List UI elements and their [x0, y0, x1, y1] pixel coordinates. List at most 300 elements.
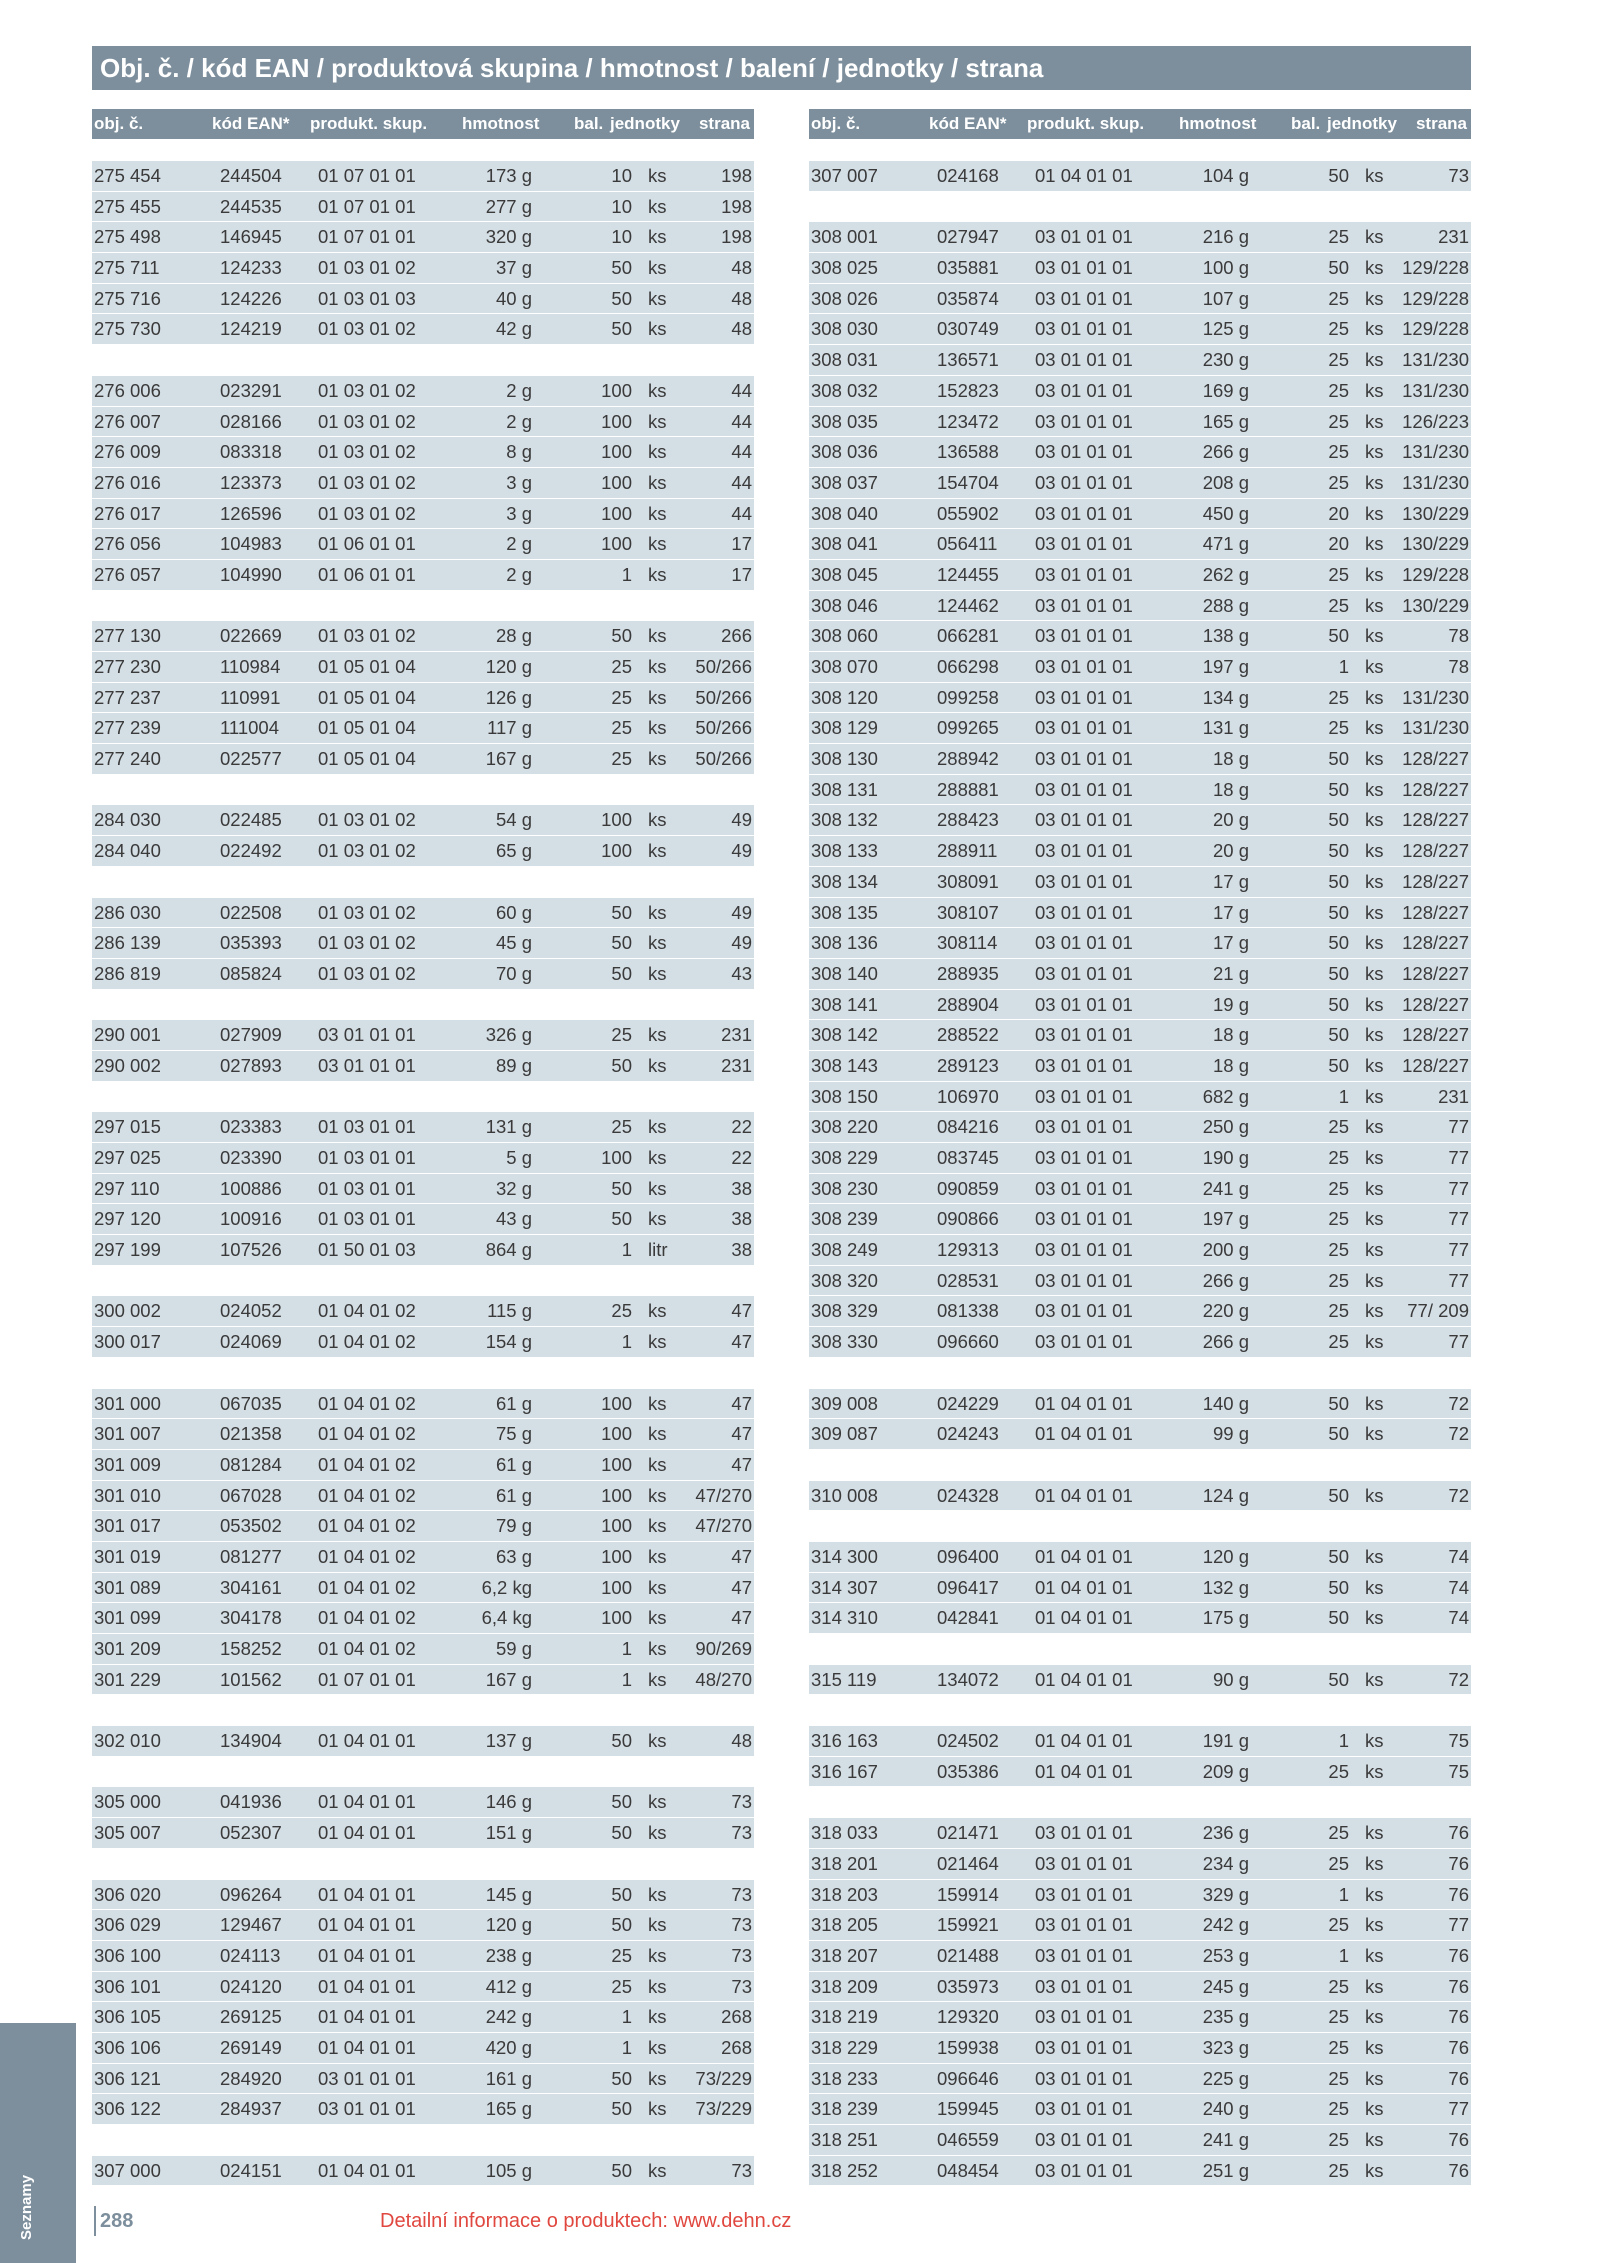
cell-page: 50/266 [695, 717, 752, 739]
table-row [92, 1573, 754, 1604]
cell-page: 72 [1448, 1668, 1469, 1690]
cell-obj: 318 201 [811, 1852, 878, 1874]
table-row [809, 468, 1471, 499]
cell-page: 129/228 [1402, 318, 1469, 340]
cell-mass: 234 g [1202, 1852, 1249, 1874]
table-row [809, 1972, 1471, 2003]
page-number: 288 [94, 2206, 133, 2236]
cell-page: 47 [731, 1607, 752, 1629]
cell-units: ks [1365, 1545, 1384, 1567]
table-row [809, 1082, 1471, 1113]
table-row [809, 836, 1471, 867]
cell-obj: 306 122 [94, 2098, 161, 2120]
cell-mass: 450 g [1202, 502, 1249, 524]
cell-obj: 308 134 [811, 870, 878, 892]
footer-link[interactable]: Detailní informace o produktech: www.dehn.cz [380, 2210, 792, 2232]
cell-units: ks [1365, 502, 1384, 524]
table-row [809, 621, 1471, 652]
row-spacer [809, 1358, 1471, 1389]
table-row [92, 2033, 754, 2064]
cell-group: 01 04 01 01 [318, 1791, 416, 1813]
cell-ean: 048454 [937, 2159, 999, 2181]
cell-units: ks [1365, 932, 1384, 954]
header-units: jednotky [610, 114, 680, 133]
cell-pack: 50 [1328, 165, 1349, 186]
cell-group: 01 03 01 02 [318, 502, 416, 524]
cell-obj: 314 300 [811, 1545, 878, 1567]
cell-obj: 308 041 [811, 533, 878, 555]
table-row [92, 1389, 754, 1420]
cell-mass: 140 g [1202, 1392, 1249, 1414]
cell-units: ks [1365, 1085, 1384, 1107]
table-row [809, 1818, 1471, 1849]
cell-ean: 021471 [937, 1822, 999, 1844]
cell-ean: 288522 [937, 1024, 999, 1046]
header-ean: kód EAN* [929, 114, 1007, 133]
table-row [809, 1726, 1471, 1757]
table-row [809, 1481, 1471, 1512]
row-spacer [92, 1358, 754, 1389]
cell-pack: 20 [1328, 533, 1349, 555]
table-row [809, 1910, 1471, 1941]
cell-pack: 50 [1328, 1054, 1349, 1076]
cell-group: 03 01 01 01 [1035, 1147, 1133, 1168]
cell-page: 48 [731, 257, 752, 279]
cell-ean: 052307 [220, 1822, 282, 1844]
cell-group: 01 04 01 01 [1035, 1668, 1133, 1690]
cell-page: 130/229 [1402, 594, 1469, 616]
cell-ean: 124455 [937, 563, 999, 585]
cell-group: 03 01 01 01 [1035, 1208, 1133, 1230]
table-row [92, 222, 754, 253]
cell-mass: 253 g [1202, 1944, 1249, 1966]
cell-units: ks [648, 962, 667, 984]
cell-page: 75 [1448, 1760, 1469, 1782]
header-group: produkt. skup. [310, 114, 428, 133]
header-mass: hmotnost [1179, 114, 1257, 133]
cell-page: 47 [731, 1300, 752, 1322]
cell-pack: 25 [1328, 410, 1349, 432]
cell-page: 76 [1448, 2006, 1469, 2028]
cell-page: 48 [731, 318, 752, 340]
cell-group: 01 04 01 01 [318, 2159, 416, 2181]
table-row [809, 560, 1471, 591]
cell-obj: 297 199 [94, 1239, 161, 1261]
cell-pack: 25 [1328, 1269, 1349, 1291]
cell-ean: 022508 [220, 901, 282, 923]
cell-obj: 318 229 [811, 2036, 878, 2058]
table-row [92, 284, 754, 315]
cell-pack: 25 [611, 656, 632, 677]
cell-pack: 10 [611, 165, 632, 186]
cell-units: ks [1365, 2067, 1384, 2089]
cell-group: 01 03 01 02 [318, 379, 416, 401]
cell-mass: 63 g [495, 1545, 532, 1567]
cell-pack: 50 [1328, 1576, 1349, 1598]
cell-ean: 152823 [937, 379, 999, 401]
cell-group: 03 01 01 01 [1035, 1914, 1133, 1936]
cell-group: 03 01 01 01 [318, 2067, 416, 2089]
cell-obj: 275 498 [94, 226, 161, 248]
cell-obj: 308 045 [811, 563, 878, 585]
cell-page: 73 [731, 1914, 752, 1936]
cell-obj: 297 015 [94, 1116, 161, 1138]
cell-mass: 190 g [1202, 1147, 1249, 1168]
cell-page: 47 [731, 1453, 752, 1475]
cell-page: 76 [1448, 1944, 1469, 1966]
cell-obj: 308 032 [811, 379, 878, 401]
cell-obj: 284 040 [94, 840, 161, 862]
cell-obj: 306 029 [94, 1914, 161, 1936]
cell-obj: 276 007 [94, 410, 161, 432]
cell-ean: 021464 [937, 1852, 999, 1874]
table-row [92, 1726, 754, 1757]
cell-units: ks [648, 1515, 667, 1537]
cell-mass: 125 g [1202, 318, 1249, 340]
cell-ean: 035881 [937, 257, 999, 279]
table-row [92, 621, 754, 652]
cell-pack: 1 [621, 1668, 632, 1690]
cell-obj: 301 017 [94, 1515, 161, 1537]
cell-units: ks [1365, 226, 1384, 248]
cell-page: 49 [731, 809, 752, 831]
cell-ean: 027893 [220, 1054, 282, 1076]
cell-ean: 110984 [220, 656, 281, 677]
table-row [809, 959, 1471, 990]
cell-page: 72 [1448, 1484, 1469, 1506]
cell-obj: 308 035 [811, 410, 878, 432]
cell-group: 03 01 01 01 [1035, 1054, 1133, 1076]
cell-group: 01 04 01 02 [318, 1331, 416, 1353]
cell-page: 44 [731, 379, 752, 401]
cell-group: 01 03 01 01 [318, 1177, 416, 1199]
cell-group: 01 50 01 03 [318, 1239, 416, 1261]
cell-obj: 308 030 [811, 318, 878, 340]
cell-units: ks [648, 441, 667, 463]
cell-pack: 25 [1328, 1177, 1349, 1199]
cell-units: ks [1365, 257, 1384, 279]
cell-group: 01 03 01 02 [318, 318, 416, 340]
cell-group: 03 01 01 01 [1035, 1883, 1133, 1905]
table-row [809, 1757, 1471, 1788]
cell-page: 128/227 [1402, 901, 1469, 923]
cell-page: 77 [1448, 2098, 1469, 2120]
cell-pack: 50 [611, 1883, 632, 1905]
cell-units: ks [1365, 1331, 1384, 1353]
cell-group: 03 01 01 01 [1035, 2129, 1133, 2150]
table-row [809, 591, 1471, 622]
cell-units: ks [648, 1576, 667, 1598]
cell-pack: 100 [601, 533, 632, 555]
cell-obj: 305 000 [94, 1791, 161, 1813]
cell-mass: 104 g [1202, 165, 1249, 186]
cell-group: 03 01 01 01 [1035, 1116, 1133, 1138]
cell-pack: 20 [1328, 502, 1349, 524]
cell-group: 03 01 01 01 [1035, 962, 1133, 984]
cell-pack: 100 [601, 1576, 632, 1598]
cell-units: ks [1365, 2006, 1384, 2028]
cell-units: ks [1365, 1607, 1384, 1629]
cell-pack: 50 [1328, 1024, 1349, 1046]
cell-units: ks [1365, 1208, 1384, 1230]
cell-units: ks [1365, 410, 1384, 432]
cell-ean: 129313 [937, 1239, 999, 1261]
table-row [809, 928, 1471, 959]
table-row [92, 499, 754, 530]
cell-mass: 151 g [485, 1822, 532, 1844]
cell-units: ks [1365, 1269, 1384, 1291]
cell-pack: 25 [1328, 563, 1349, 585]
table-row [92, 1818, 754, 1849]
cell-units: ks [1365, 840, 1384, 862]
cell-page: 47/270 [695, 1515, 752, 1537]
table-row [809, 407, 1471, 438]
table-row [92, 898, 754, 929]
cell-page: 198 [721, 165, 752, 186]
cell-group: 01 04 01 02 [318, 1515, 416, 1537]
cell-obj: 301 019 [94, 1545, 161, 1567]
cell-obj: 277 240 [94, 748, 161, 770]
cell-units: ks [1365, 1239, 1384, 1261]
cell-pack: 50 [611, 1914, 632, 1936]
table-row [809, 1235, 1471, 1266]
cell-pack: 25 [1328, 1914, 1349, 1936]
cell-pack: 1 [621, 1331, 632, 1353]
cell-pack: 25 [1328, 1147, 1349, 1168]
cell-ean: 304161 [220, 1576, 282, 1598]
cell-ean: 136588 [937, 441, 999, 463]
cell-mass: 117 g [487, 717, 532, 739]
cell-obj: 306 100 [94, 1944, 161, 1966]
cell-ean: 035393 [220, 932, 282, 954]
cell-mass: 21 g [1212, 962, 1249, 984]
cell-units: ks [648, 1177, 667, 1199]
cell-ean: 269149 [220, 2036, 282, 2058]
cell-ean: 035386 [937, 1760, 999, 1782]
cell-units: ks [648, 165, 667, 186]
cell-ean: 154704 [937, 471, 999, 493]
cell-page: 128/227 [1402, 1054, 1469, 1076]
cell-mass: 61 g [495, 1484, 532, 1506]
cell-page: 76 [1448, 2159, 1469, 2181]
cell-ean: 099258 [937, 686, 999, 708]
table-header [809, 109, 1471, 139]
table-row [92, 1481, 754, 1512]
cell-ean: 081338 [937, 1300, 999, 1322]
cell-page: 231 [721, 1054, 752, 1076]
cell-mass: 37 g [495, 257, 532, 279]
cell-pack: 25 [1328, 441, 1349, 463]
cell-obj: 308 040 [811, 502, 878, 524]
cell-ean: 022485 [220, 809, 282, 831]
cell-mass: 197 g [1202, 1208, 1249, 1230]
cell-obj: 309 008 [811, 1392, 878, 1414]
cell-obj: 306 106 [94, 2036, 161, 2058]
cell-obj: 308 060 [811, 625, 878, 647]
cell-pack: 100 [601, 1453, 632, 1475]
cell-ean: 035874 [937, 287, 999, 309]
table-row [92, 959, 754, 990]
cell-units: ks [1365, 287, 1384, 309]
cell-group: 01 04 01 02 [318, 1392, 416, 1414]
cell-group: 01 03 01 02 [318, 257, 416, 279]
cell-group: 03 01 01 01 [1035, 1852, 1133, 1874]
cell-mass: 138 g [1202, 625, 1249, 647]
cell-obj: 275 455 [94, 195, 161, 217]
cell-group: 01 03 01 02 [318, 901, 416, 923]
cell-units: ks [648, 1392, 667, 1414]
cell-mass: 105 g [485, 2159, 532, 2181]
cell-ean: 066281 [937, 625, 999, 647]
cell-page: 126/223 [1402, 410, 1469, 432]
cell-units: ks [1365, 1423, 1384, 1445]
cell-mass: 42 g [495, 318, 532, 340]
cell-group: 01 04 01 02 [318, 1423, 416, 1445]
row-spacer [92, 1266, 754, 1297]
cell-ean: 100886 [220, 1177, 282, 1199]
cell-units: ks [648, 748, 667, 770]
cell-pack: 10 [611, 195, 632, 217]
cell-mass: 65 g [495, 840, 532, 862]
row-spacer [92, 867, 754, 898]
cell-page: 78 [1448, 656, 1469, 677]
cell-mass: 245 g [1202, 1975, 1249, 1997]
cell-pack: 1 [1338, 1085, 1349, 1107]
cell-units: ks [1365, 1116, 1384, 1138]
cell-pack: 50 [611, 962, 632, 984]
cell-page: 129/228 [1402, 257, 1469, 279]
cell-mass: 200 g [1202, 1239, 1249, 1261]
cell-units: ks [1365, 993, 1384, 1015]
cell-ean: 159921 [937, 1914, 999, 1936]
cell-pack: 100 [601, 1147, 632, 1168]
cell-ean: 124462 [937, 594, 999, 616]
cell-mass: 216 g [1202, 226, 1249, 248]
cell-group: 01 04 01 01 [318, 1975, 416, 1997]
cell-page: 74 [1448, 1607, 1469, 1629]
cell-ean: 126596 [220, 502, 282, 524]
cell-units: litr [648, 1239, 668, 1261]
cell-units: ks [1365, 778, 1384, 800]
cell-mass: 17 g [1212, 932, 1249, 954]
cell-group: 01 03 01 02 [318, 410, 416, 432]
cell-pack: 50 [611, 1730, 632, 1752]
cell-mass: 864 g [485, 1239, 532, 1261]
table-row [92, 2002, 754, 2033]
cell-units: ks [648, 656, 667, 677]
cell-page: 47/270 [695, 1484, 752, 1506]
cell-pack: 50 [1328, 1484, 1349, 1506]
cell-units: ks [1365, 2159, 1384, 2181]
cell-page: 131/230 [1402, 441, 1469, 463]
cell-obj: 315 119 [811, 1668, 877, 1690]
table-row [92, 805, 754, 836]
cell-pack: 25 [1328, 594, 1349, 616]
cell-page: 76 [1448, 2129, 1469, 2150]
cell-pack: 25 [1328, 2067, 1349, 2089]
cell-obj: 308 220 [811, 1116, 878, 1138]
cell-pack: 50 [1328, 748, 1349, 770]
cell-mass: 89 g [495, 1054, 532, 1076]
cell-group: 03 01 01 01 [1035, 563, 1133, 585]
cell-units: ks [1365, 379, 1384, 401]
cell-mass: 2 g [506, 379, 532, 401]
cell-obj: 297 025 [94, 1147, 161, 1168]
cell-units: ks [1365, 625, 1384, 647]
cell-page: 231 [1438, 1085, 1469, 1107]
cell-units: ks [648, 1423, 667, 1445]
cell-pack: 50 [611, 1054, 632, 1076]
cell-obj: 300 002 [94, 1300, 161, 1322]
cell-pack: 25 [1328, 379, 1349, 401]
cell-ean: 028166 [220, 410, 282, 432]
cell-units: ks [1365, 1484, 1384, 1506]
cell-ean: 288881 [937, 778, 999, 800]
cell-obj: 301 010 [94, 1484, 161, 1506]
table-left [92, 109, 754, 2186]
cell-page: 73/229 [695, 2067, 752, 2089]
cell-ean: 244535 [220, 195, 282, 217]
cell-ean: 110991 [220, 686, 281, 708]
cell-mass: 167 g [485, 748, 532, 770]
cell-group: 03 01 01 01 [1035, 625, 1133, 647]
table-row [92, 1941, 754, 1972]
cell-obj: 275 716 [94, 287, 161, 309]
cell-ean: 084216 [937, 1116, 999, 1138]
cell-group: 01 04 01 01 [1035, 1760, 1133, 1782]
cell-group: 03 01 01 01 [1035, 870, 1133, 892]
cell-pack: 25 [1328, 1975, 1349, 1997]
cell-units: ks [648, 410, 667, 432]
cell-obj: 277 130 [94, 625, 161, 647]
cell-mass: 251 g [1202, 2159, 1249, 2181]
table-row [809, 2002, 1471, 2033]
cell-mass: 145 g [485, 1883, 532, 1905]
table-row [809, 2094, 1471, 2125]
cell-group: 03 01 01 01 [1035, 993, 1133, 1015]
cell-ean: 124233 [220, 257, 282, 279]
cell-pack: 100 [601, 471, 632, 493]
table-row [92, 1511, 754, 1542]
cell-group: 01 04 01 01 [1035, 1392, 1133, 1414]
table-row [809, 805, 1471, 836]
cell-pack: 100 [601, 1607, 632, 1629]
cell-units: ks [1365, 962, 1384, 984]
cell-pack: 25 [611, 1116, 632, 1138]
table-row [809, 1389, 1471, 1420]
cell-page: 128/227 [1402, 993, 1469, 1015]
cell-units: ks [648, 2006, 667, 2028]
cell-mass: 209 g [1202, 1760, 1249, 1782]
cell-ean: 085824 [220, 962, 282, 984]
cell-mass: 165 g [485, 2098, 532, 2120]
cell-mass: 6,4 kg [481, 1607, 532, 1629]
cell-pack: 100 [601, 809, 632, 831]
table-row [92, 1143, 754, 1174]
header-pack: bal. [574, 114, 604, 133]
cell-ean: 111004 [220, 717, 279, 739]
cell-units: ks [1365, 1852, 1384, 1874]
table-right [809, 109, 1471, 2186]
cell-mass: 277 g [485, 195, 532, 217]
cell-mass: 146 g [485, 1791, 532, 1813]
cell-page: 231 [721, 1024, 752, 1046]
cell-ean: 288904 [937, 993, 999, 1015]
cell-mass: 17 g [1212, 870, 1249, 892]
table-row [92, 2156, 754, 2187]
cell-pack: 25 [1328, 1116, 1349, 1138]
cell-obj: 307 007 [811, 165, 878, 186]
